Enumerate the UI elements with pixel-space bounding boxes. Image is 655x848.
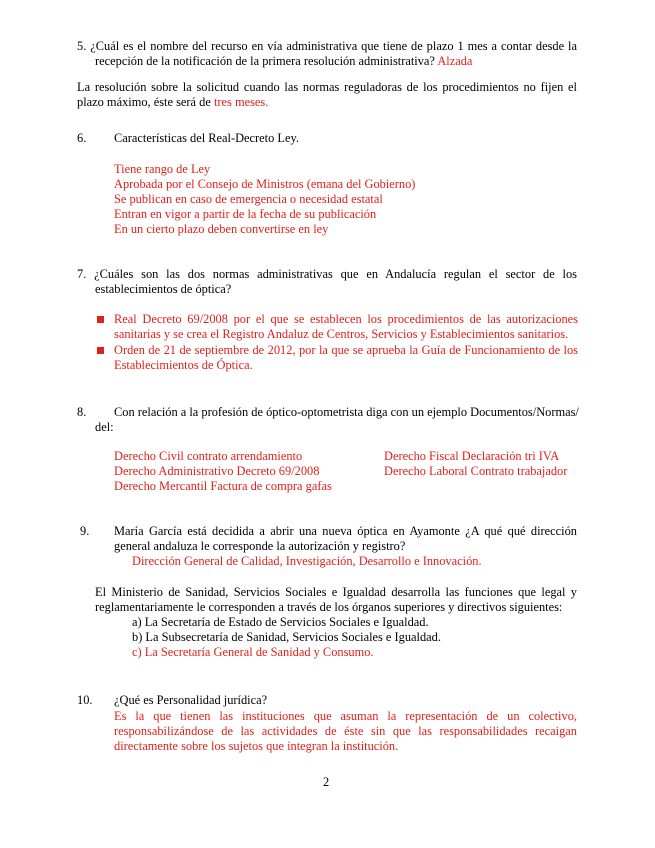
q10-number: 10. xyxy=(77,693,93,707)
q8-answer-civil: Derecho Civil contrato arrendamiento xyxy=(114,449,303,463)
q5-answer: Alzada xyxy=(437,54,473,68)
q8-number: 8. xyxy=(77,405,87,419)
q6-question: Características del Real-Decreto Ley. xyxy=(114,131,299,145)
q9-note-line1: El Ministerio de Sanidad, Servicios Sociales e Igualdad desarrolla las funciones que legal y xyxy=(95,585,577,599)
q9-option-b: b) La Subsecretaría de Sanidad, Servicios Sociales e Igualdad. xyxy=(132,630,441,644)
q10-answer-line2: responsabilizándose de las actividades de éste sin que las responsabilidades recaigan xyxy=(114,724,577,738)
q6-answer-1: Tiene rango de Ley xyxy=(114,162,211,176)
q6-answer-4: Entran en vigor a partir de la fecha de su publicación xyxy=(114,207,377,221)
q9-option-a: a) La Secretaría de Estado de Servicios Sociales e Igualdad. xyxy=(132,615,429,629)
q5-question-line1: 5. ¿Cuál es el nombre del recurso en vía administrativa que tiene de plazo 1 mes a contar desde la xyxy=(77,39,577,53)
q7-answer-1-line2: sanitarias y se crea el Registro Andaluz de Centros, Servicios y Establecimientos sanitarios. xyxy=(114,327,569,341)
q5-note-line2 xyxy=(77,95,268,110)
q7-answer-1-line1: Real Decreto 69/2008 por el que se establecen los procedimientos de las autorizaciones xyxy=(114,312,578,326)
q7-question-line2: establecimientos de óptica? xyxy=(95,282,232,296)
q8-answer-administrativo: Derecho Administrativo Decreto 69/2008 xyxy=(114,464,320,478)
q7-question-line1: 7. ¿Cuáles son las dos normas administrativas que en Andalucía regulan el sector de los xyxy=(77,267,577,281)
q9-answer: Dirección General de Calidad, Investigación, Desarrollo e Innovación. xyxy=(132,554,482,568)
q9-option-c-label: c) La Secretaría General de Sanidad y Consumo. xyxy=(132,645,374,659)
q7-answer-2-line1: Orden de 21 de septiembre de 2012, por la que se aprueba la Guía de Funcionamiento de los xyxy=(114,343,578,357)
q5-question-line2 xyxy=(95,54,472,69)
bullet-square-icon xyxy=(97,347,104,354)
q8-question-line1: Con relación a la profesión de óptico-optometrista diga con un ejemplo Documentos/Normas/ xyxy=(114,405,579,419)
q6-number: 6. xyxy=(77,131,87,145)
q8-question-line2: del: xyxy=(95,420,114,434)
q9-question-line2: general andaluza le corresponde la autorización y registro? xyxy=(114,539,406,553)
q9-option-c xyxy=(132,645,374,660)
q5-note-line1: La resolución sobre la solicitud cuando las normas reguladoras de los procedimientos no fijen el xyxy=(77,80,577,94)
q8-answer-mercantil: Derecho Mercantil Factura de compra gafas xyxy=(114,479,332,493)
page-number: 2 xyxy=(323,775,330,789)
q7-answer-2-line2: Establecimientos de Óptica. xyxy=(114,358,253,372)
q6-answer-5: En un cierto plazo deben convertirse en ley xyxy=(114,222,329,236)
q5-question-text: recepción de la notificación de la primera resolución administrativa? xyxy=(95,54,435,68)
q6-answer-3: Se publican en caso de emergencia o necesidad estatal xyxy=(114,192,383,206)
q5-note-answer: tres meses. xyxy=(213,95,269,109)
q9-number: 9. xyxy=(80,524,90,538)
q9-note-line2: reglamentariamente le corresponden a través de los órganos superiores y directivos siguientes: xyxy=(95,600,563,614)
q5-note-prefix: plazo máximo, éste será de xyxy=(77,95,211,109)
q10-answer-line3: directamente sobre los sujetos que integran la institución. xyxy=(114,739,399,753)
bullet-square-icon xyxy=(97,316,104,323)
q10-question: ¿Qué es Personalidad jurídica? xyxy=(114,693,268,707)
q8-answer-laboral: Derecho Laboral Contrato trabajador xyxy=(384,464,568,478)
q9-question-line1: María García está decidida a abrir una nueva óptica en Ayamonte ¿A qué qué dirección xyxy=(114,524,577,538)
q8-answer-fiscal: Derecho Fiscal Declaración tri IVA xyxy=(384,449,560,463)
q10-answer-line1: Es la que tienen las instituciones que asuman la representación de un colectivo, xyxy=(114,709,577,723)
q6-answer-2: Aprobada por el Consejo de Ministros (emana del Gobierno) xyxy=(114,177,416,191)
